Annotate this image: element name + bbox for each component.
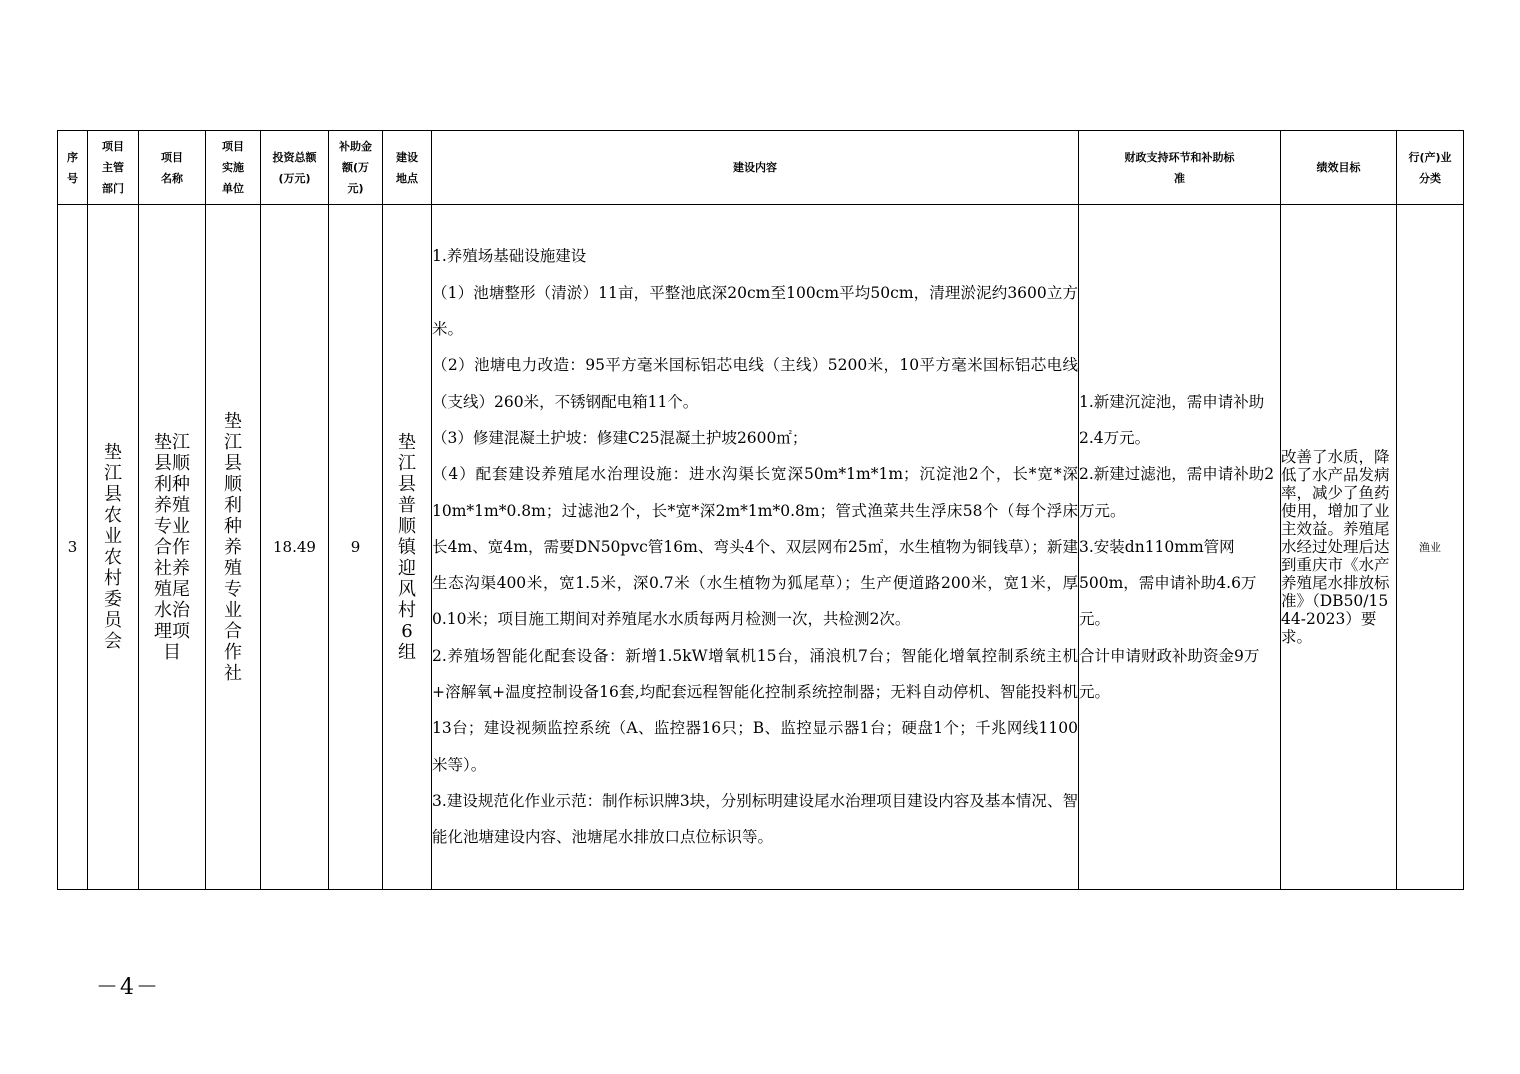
header-content: 建设内容 [432, 131, 1079, 205]
cell-investment: 18.49 [261, 205, 329, 890]
header-finance: 财政支持环节和补助标准 [1079, 131, 1281, 205]
header-dept: 项目主管部门 [88, 131, 139, 205]
cell-industry: 渔业 [1397, 205, 1464, 890]
cell-seq: 3 [58, 205, 88, 890]
cell-location [383, 205, 432, 890]
header-seq: 序号 [58, 131, 88, 205]
cell-content [432, 205, 1079, 890]
header-target: 绩效目标 [1281, 131, 1397, 205]
cell-subsidy: 9 [329, 205, 383, 890]
header-location: 建设地点 [383, 131, 432, 205]
cell-dept [88, 205, 139, 890]
cell-name [139, 205, 206, 890]
page-number: －4－ [96, 975, 160, 1000]
finance-line: 3.安装dn110mm管网500m，需申请补助4.6万元。 [1079, 537, 1257, 629]
header-industry: 行(产)业分类 [1397, 131, 1464, 205]
header-row [58, 131, 1464, 205]
unit-text: 垫江县顺利种养殖专业合作社 [224, 410, 242, 684]
dept-text: 垫江县农业农村委员会 [104, 442, 122, 652]
table-row [58, 205, 1464, 890]
finance-line: 1.新建沉淀池，需申请补助2.4万元。 [1079, 392, 1265, 447]
content-line: （2）池塘电力改造：95平方毫米国标铝芯电线（主线）5200米，10平方毫米国标铝芯电线（支线）260米，不锈钢配电箱11个。 [432, 356, 1078, 411]
header-subsidy: 补助金额(万元) [329, 131, 383, 205]
finance-line: 合计申请财政补助资金9万元。 [1079, 646, 1260, 702]
location-text: 垫江县普顺镇迎风村6组 [398, 431, 416, 663]
content-line: 2.养殖场智能化配套设备：新增1.5kW增氧机15台，涌浪机7台；智能化增氧控制系统主机+溶解氧+温度控制设备16套,均配套远程智能化控制系统控制器；无料自动停机、智能投料机13台；建设视频监控系统（A、监控器16只；B、监控显示器1台；硬盘1个；千兆网线1100米等）。 [432, 646, 1078, 774]
finance-line: 2.新建过滤池，需申请补助2万元。 [1079, 465, 1275, 520]
cell-unit [206, 205, 261, 890]
cell-finance [1079, 205, 1281, 890]
header-name: 项目名称 [139, 131, 206, 205]
content-line: （1）池塘整形（清淤）11亩，平整池底深20cm至100cm平均50cm，清理淤泥约3600立方米。 [432, 283, 1078, 339]
header-investment: 投资总额(万元) [261, 131, 329, 205]
header-unit: 项目实施单位 [206, 131, 261, 205]
project-table [57, 130, 1464, 890]
content-line: 3.建设规范化作业示范：制作标识牌3块，分别标明建设尾水治理项目建设内容及基本情况、智能化池塘建设内容、池塘尾水排放口点位标识等。 [432, 791, 1078, 847]
content-line: 1.养殖场基础设施建设 [432, 247, 587, 266]
name-text: 垫江县顺利种养殖专业合作社养殖尾水治理项目 [154, 431, 190, 663]
content-line: （4）配套建设养殖尾水治理设施：进水沟渠长宽深50m*1m*1m；沉淀池2个，长*宽*深10m*1m*0.8m；过滤池2个，长*宽*深2m*1m*0.8m；管式渔菜共生浮床58个（每个浮床长4m、宽4m，需要DN50pvc管16m、弯头4个、双层网布25㎡，水生植物为铜钱草）；新建生态沟渠400米，宽1.5米，深0.7米（水生植物为狐尾草）；生产便道路200米，宽1米，厚0.10米；项目施工期间对养殖尾水水质每两月检测一次，共检测2次。 [432, 465, 1078, 629]
cell-target: 改善了水质，降低了水产品发病率，减少了鱼药使用，增加了业主效益。养殖尾水经过处理后达到重庆市《水产养殖尾水排放标准》（DB50/1544-2023）要求。 [1281, 205, 1397, 890]
content-line: （3）修建混凝土护坡：修建C25混凝土护坡2600㎡； [432, 428, 808, 447]
